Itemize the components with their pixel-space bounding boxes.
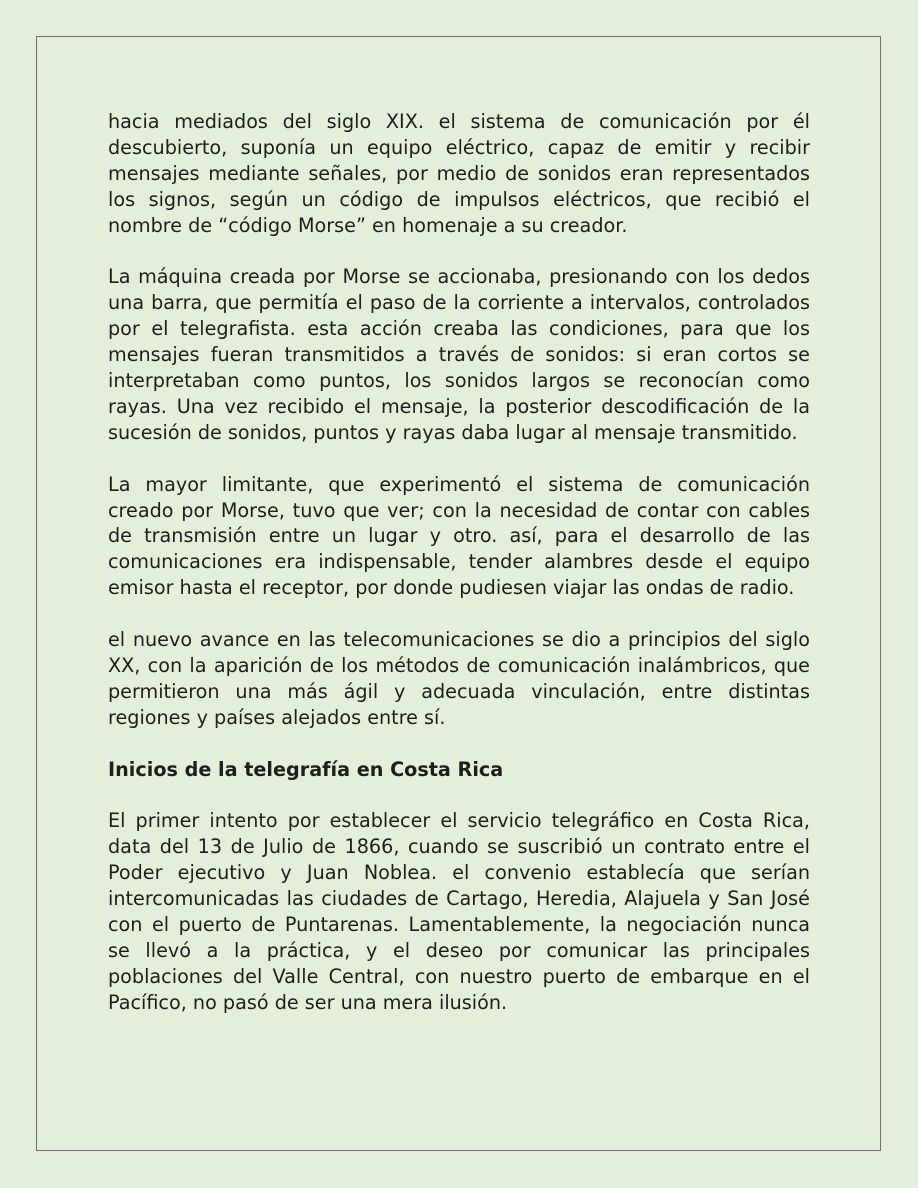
section-heading: Inicios de la telegrafía en Costa Rica	[108, 757, 504, 781]
paragraph-morse-limitation: La mayor limitante, que experimentó el sistema de comunicación creado por Morse, tuvo que ver; con la necesidad de contar con cables de transmisión entre un lugar y otro. así, para el desarrollo de las comunicaciones era indispensable, tender alambres desde el equipo emisor hasta el receptor, por donde pudiesen viajar las ondas de radio.	[108, 472, 810, 600]
document-body	[108, 109, 810, 1042]
paragraph-wireless-advance: el nuevo avance en las telecomunicaciones se dio a principios del siglo XX, con la aparición de los métodos de comunicación inalámbricos, que permitieron una más ágil y adecuada vinculación, entre distintas regiones y países alejados entre sí.	[108, 628, 810, 729]
paragraph-costa-rica-telegraphy: El primer intento por establecer el servicio telegráfico en Costa Rica, data del 13 de Julio de 1866, cuando se suscribió un contrato entre el Poder ejecutivo y Juan Noblea. el convenio establecía que serían intercomunicadas las ciudades de Cartago, Heredia, Alajuela y San José con el puerto de Puntarenas. Lamentablemente, la negociación nunca se llevó a la práctica, y el deseo por comunicar las principales poblaciones del Valle Central, con nuestro puerto de embarque en el Pacífico, no pasó de ser una mera ilusión.	[108, 809, 810, 1014]
paragraph-morse-machine: La máquina creada por Morse se accionaba, presionando con los dedos una barra, que permitía el paso de la corriente a intervalos, controlados por el telegrafista. esta acción creaba las condiciones, para que los mensajes fueran transmitidos a través de sonidos: si eran cortos se interpretaban como puntos, los sonidos largos se reconocían como rayas. Una vez recibido el mensaje, la posterior descodificación de la sucesión de sonidos, puntos y rayas daba lugar al mensaje transmitido.	[108, 265, 810, 444]
paragraph-morse-code: hacia mediados del siglo XIX. el sistema de comunicación por él descubierto, suponía un equipo eléctrico, capaz de emitir y recibir mensajes mediante señales, por medio de sonidos eran representados los signos, según un código de impulsos eléctricos, que recibió el nombre de “código Morse” en homenaje a su creador.	[108, 110, 810, 237]
